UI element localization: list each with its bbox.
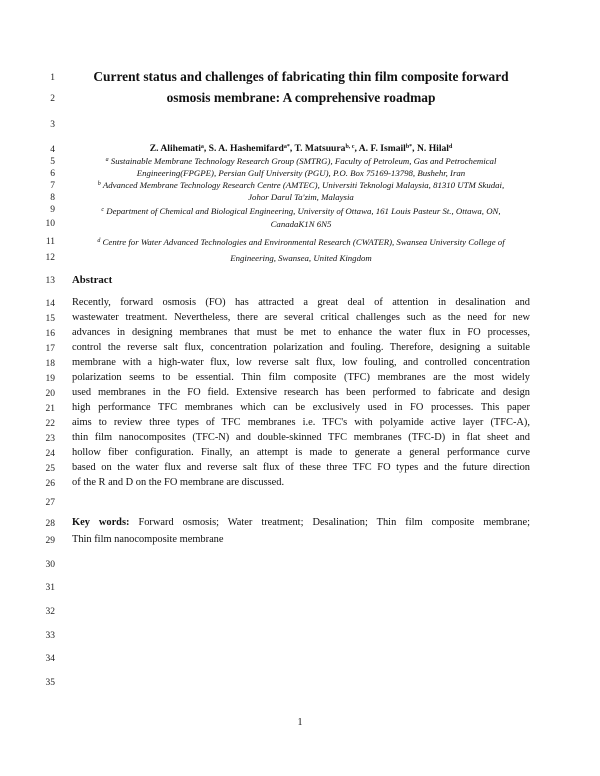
abstract-line: aims to review three types of TFC membranes i.e. TFC's with polyamide active layer (TFC-A), xyxy=(72,417,530,428)
affiliation-d-cont: Engineering, Swansea, United Kingdom xyxy=(230,253,372,263)
affiliation-a-cont: Engineering(FPGPE), Persian Gulf University (PGU), P.O. Box 75169-13798, Bushehr, Iran xyxy=(136,168,466,178)
affiliation-mark: a xyxy=(105,157,109,163)
line-number: 8 xyxy=(50,193,55,203)
author-name: S. A. Hashemifard xyxy=(208,143,284,154)
affiliation-c xyxy=(72,205,530,217)
line-number: 22 xyxy=(45,419,55,429)
abstract-line: control the reverse salt flux, concentration polarization and fouling. Therefore, designing a suitable xyxy=(72,342,530,353)
title-line-2: osmosis membrane: A comprehensive roadmap xyxy=(166,90,436,105)
abstract-heading: Abstract xyxy=(72,274,113,286)
line-number: 20 xyxy=(45,389,55,399)
line-number: 5 xyxy=(50,157,55,167)
affiliation-text: Department of Chemical and Biological Engineering, University of Ottawa, 161 Louis Pasteur St., Ottawa, ON, xyxy=(106,206,501,216)
abstract-line: thin film nanocomposites (TFC-N) and double-skinned TFC membranes (TFC-D) in flat sheet and xyxy=(72,432,530,443)
line-number: 18 xyxy=(45,359,55,369)
author-list: Z. Alihemati$^a$, S. A. Hashemifard$^{a*}$, T. Matsuura$^{b, c}$, A. F. Ismail$^{b*}$, N. Hilal$^d$ xyxy=(149,143,453,154)
affiliation-mark: d xyxy=(97,238,101,244)
keywords-label: Key words: xyxy=(72,517,130,528)
line-number: 10 xyxy=(45,219,55,229)
line-number: 33 xyxy=(45,631,55,641)
line-number: 28 xyxy=(45,519,55,529)
line-number: 12 xyxy=(45,253,55,263)
abstract-line: polarization seems to be essential. Thin film composite (TFC) membranes are the most widely xyxy=(72,372,530,383)
line-number: 34 xyxy=(45,654,55,664)
line-number: 9 xyxy=(50,205,55,215)
affiliation-d xyxy=(72,236,530,248)
abstract-line: Recently, forward osmosis (FO) has attracted a great deal of attention in desalination and xyxy=(72,297,530,308)
line-number: 7 xyxy=(50,181,55,191)
line-number: 35 xyxy=(45,678,55,688)
line-number: 30 xyxy=(45,560,55,570)
line-number: 23 xyxy=(45,434,55,444)
abstract-line: high performance TFC membranes which can be exclusively used in FO processes. This paper xyxy=(72,402,530,413)
author-name: N. Hilal xyxy=(416,143,449,154)
line-number: 19 xyxy=(45,374,55,384)
keywords-line-2: Thin film nanocomposite membrane xyxy=(72,534,224,545)
line-number: 1 xyxy=(50,73,55,83)
line-number: 13 xyxy=(45,276,55,286)
line-number: 14 xyxy=(45,299,55,309)
affiliation-text: Sustainable Membrane Technology Research Group (SMTRG), Faculty of Petroleum, Gas and Petrochemical xyxy=(110,156,497,166)
line-number: 21 xyxy=(45,404,55,414)
line-number: 16 xyxy=(45,329,55,339)
author-affil-mark: a xyxy=(200,144,204,150)
abstract-line: advances in designing membranes that must be met to enhance the water flux in FO processes, xyxy=(72,327,530,338)
author-name: T. Matsuura xyxy=(294,143,346,154)
line-number: 6 xyxy=(50,169,55,179)
author-affil-mark: d xyxy=(448,144,453,150)
affiliation-b-cont: Johor Darul Ta'zim, Malaysia xyxy=(248,192,354,202)
affiliation-mark: c xyxy=(101,207,105,213)
author-name: Z. Alihemati xyxy=(149,143,201,154)
page-number: 1 xyxy=(297,717,303,728)
affiliation-c-cont: CanadaK1N 6N5 xyxy=(270,219,332,229)
affiliation-text: Centre for Water Advanced Technologies and Environmental Research (CWATER), Swansea University College of xyxy=(102,237,505,247)
author-affil-mark: a* xyxy=(283,144,290,150)
line-number: 4 xyxy=(50,145,55,155)
abstract-line: used membranes in the FO field. Extensive research has been performed to fabricate and design xyxy=(72,387,530,398)
line-number: 25 xyxy=(45,464,55,474)
line-number: 2 xyxy=(50,94,55,104)
line-number: 24 xyxy=(45,449,55,459)
keywords-text: Forward osmosis; Water treatment; Desalination; Thin film composite membrane; xyxy=(138,517,530,528)
line-number: 31 xyxy=(45,583,55,593)
line-number: 26 xyxy=(45,479,55,489)
abstract-line: hollow fiber configuration. Finally, an attempt is made to generate a general performance curve xyxy=(72,447,530,458)
keywords-line-1 xyxy=(72,517,530,529)
affiliation-mark: b xyxy=(97,181,101,187)
abstract-line: based on the water flux and reverse salt flux of these three TFC FO types and the future direction xyxy=(72,462,530,473)
line-number: 27 xyxy=(45,498,55,508)
abstract-line: wastewater treatment. Nevertheless, there are several critical challenges such as the need for new xyxy=(72,312,530,323)
author-affil-mark: b* xyxy=(405,144,413,150)
line-number: 32 xyxy=(45,607,55,617)
line-number: 29 xyxy=(45,536,55,546)
line-number: 3 xyxy=(50,120,55,130)
line-number: 17 xyxy=(45,344,55,354)
abstract-line: membrane with a high-water flux, low reverse salt flux, low fouling, and controlled concentration xyxy=(72,357,530,368)
author-affil-mark: b, c xyxy=(345,144,355,150)
abstract-line: of the R and D on the FO membrane are discussed. xyxy=(72,477,285,488)
affiliation-b xyxy=(72,179,530,191)
line-number: 11 xyxy=(45,237,55,247)
affiliation-a xyxy=(72,155,530,167)
title-line-1: Current status and challenges of fabricating thin film composite forward xyxy=(93,69,509,84)
affiliation-text: Advanced Membrane Technology Research Centre (AMTEC), Universiti Teknologi Malaysia, 81310 UTM Skudai, xyxy=(102,180,505,190)
author-name: A. F. Ismail xyxy=(358,143,406,154)
line-number: 15 xyxy=(45,314,55,324)
